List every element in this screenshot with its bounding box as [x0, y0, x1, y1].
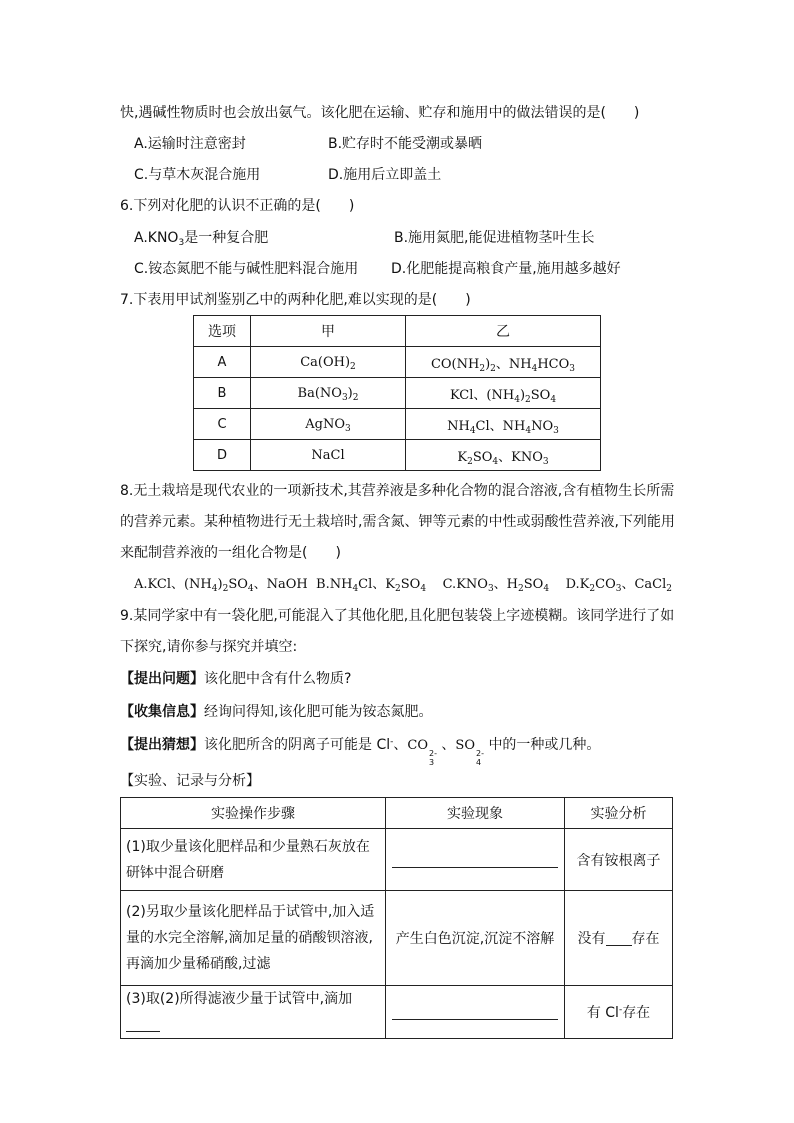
q8-stem-line2: 的营养元素。某种植物进行无土栽培时,需含氮、钾等元素的中性或弱酸性营养液,下列能用 — [120, 514, 675, 530]
q7-row-jia: $Ba(NO_3)_2$ — [251, 378, 406, 409]
q7-header-yi: 乙 — [406, 316, 601, 347]
q7-header-option: 选项 — [194, 316, 251, 347]
q9-info: 【收集信息】经询问得知,该化肥可能为铵态氮肥。 — [120, 704, 433, 720]
q7-row-yi: $K_2SO_4$、$KNO_3$ — [406, 440, 601, 471]
q9-row1-step: (1)取少量该化肥样品和少量熟石灰放在 研钵中混合研磨 — [121, 829, 386, 891]
q7-row-jia: NaCl — [251, 440, 406, 471]
q9-header-phenomenon: 实验现象 — [386, 798, 565, 829]
q7-row-option: C — [194, 409, 251, 440]
q7-row-jia: $Ca(OH)_2$ — [251, 347, 406, 378]
q6-option-c: C.铵态氮肥不能与碱性肥料混合施用 — [134, 261, 359, 277]
q5-option-c: C.与草木灰混合施用 — [134, 167, 261, 183]
q7-header-jia: 甲 — [251, 316, 406, 347]
table-row — [194, 440, 601, 471]
q9-question: 【提出问题】该化肥中含有什么物质? — [120, 671, 352, 687]
q9-row2-step: (2)另取少量该化肥样品于试管中,加入适 量的水完全溶解,滴加足量的硝酸钡溶液, 再滴加少量稀硝酸,过滤 — [121, 891, 386, 986]
q7-row-jia: AgNO$_3$ — [251, 409, 406, 440]
q6-option-b: B.施用氮肥,能促进植物茎叶生长 — [394, 230, 595, 246]
table-row — [121, 891, 673, 986]
q9-row1-phenomenon-blank[interactable] — [386, 829, 565, 891]
q5-stem: 快,遇碱性物质时也会放出氨气。该化肥在运输、贮存和施用中的做法错误的是( ) — [120, 105, 640, 121]
table-row — [194, 347, 601, 378]
table-row — [121, 986, 673, 1039]
q5-option-a: A.运输时注意密封 — [134, 136, 246, 152]
q9-row2-analysis-blank[interactable] — [606, 929, 632, 946]
table-row — [194, 409, 601, 440]
q9-hypothesis: 【提出猜想】该化肥所含的阴离子可能是 Cl-、CO 2- 3 、SO 2- 4 中的一种或几种。 — [120, 737, 601, 767]
q9-row2-analysis: 没有 存在 — [565, 891, 673, 986]
q9-stem-line2: 下探究,请你参与探究并填空: — [120, 639, 298, 655]
q7-row-option: D — [194, 440, 251, 471]
q9-header-analysis: 实验分析 — [565, 798, 673, 829]
q9-row1-analysis: 含有铵根离子 — [565, 829, 673, 891]
q9-experiment-title: 【实验、记录与分析】 — [120, 773, 260, 789]
q7-row-yi: $NH_4Cl$、$NH_4NO_3$ — [406, 409, 601, 440]
q9-row3-analysis: 有 Cl-存在 — [565, 986, 673, 1039]
q7-row-option: A — [194, 347, 251, 378]
q9-row2-phenomenon: 产生白色沉淀,沉淀不溶解 — [386, 891, 565, 986]
table-row — [121, 829, 673, 891]
q7-row-yi: KCl、$(NH_4)_2SO_4$ — [406, 378, 601, 409]
q9-row3-step: (3)取(2)所得滤液少量于试管中,滴加 — [121, 986, 386, 1039]
q9-row3-phenomenon-blank[interactable] — [386, 986, 565, 1039]
q7-row-yi: $CO(NH_2)_2$、$NH_4HCO_3$ — [406, 347, 601, 378]
q7-row-option: B — [194, 378, 251, 409]
q8-stem-line3: 来配制营养液的一组化合物是( ) — [120, 545, 341, 561]
q9-row3-step-blank[interactable] — [126, 1015, 160, 1032]
q9-stem-line1: 9.某同学家中有一袋化肥,可能混入了其他化肥,且化肥包装袋上字迹模糊。该同学进行了如 — [120, 608, 675, 624]
q7-table — [193, 315, 601, 471]
q9-header-steps: 实验操作步骤 — [121, 798, 386, 829]
q5-option-d: D.施用后立即盖土 — [328, 167, 442, 183]
q6-option-d: D.化肥能提高粮食产量,施用越多越好 — [391, 261, 621, 277]
table-row — [194, 378, 601, 409]
q6-stem: 6.下列对化肥的认识不正确的是( ) — [120, 198, 355, 214]
q8-stem-line1: 8.无土栽培是现代农业的一项新技术,其营养液是多种化合物的混合溶液,含有植物生长所需 — [120, 483, 675, 499]
q6-option-a: $A.KNO_3$是一种复合肥 — [134, 230, 269, 248]
q7-stem: 7.下表用甲试剂鉴别乙中的两种化肥,难以实现的是( ) — [120, 292, 471, 308]
q9-table — [120, 797, 673, 1039]
q5-option-b: B.贮存时不能受潮或暴晒 — [328, 136, 483, 152]
q8-options: A.KCl、$(NH_4)_2SO_4$、NaOH $B.NH_4Cl$、$K_2SO_4$ $C.KNO_3$、$H_2SO_4$ $D.K_2CO_3$、CaCl$_2$ — [134, 577, 673, 594]
